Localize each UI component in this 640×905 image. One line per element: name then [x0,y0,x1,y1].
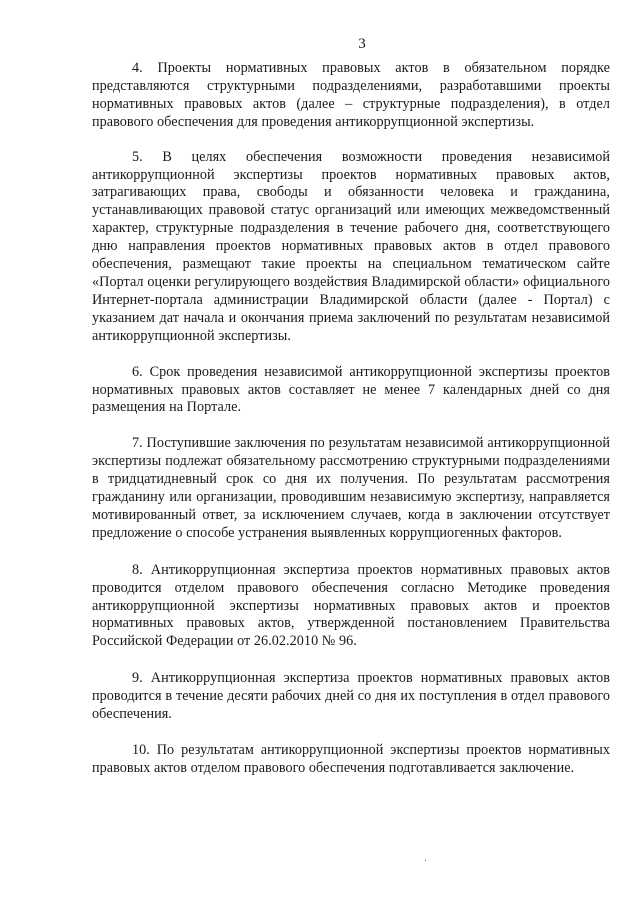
paragraph-4: 4. Проекты нормативных правовых актов в обязательном порядке представляются структурными подразделениями, разработавшими проекты нормативных правовых актов (далее – структурные подразделения), в отдел правового обеспечения для проведения антикоррупционной экспертизы. [92,60,610,130]
paragraph-8: 8. Антикоррупционная экспертиза проектов нормативных правовых актов проводится отделом правового обеспечения согласно Методике проведения антикоррупционной экспертизы нормативных правовых актов и проектов нормативных правовых актов, утвержденной постановлением Правительства Российской Федерации от 26.02.2010 № 96. [92,561,610,650]
document-body [92,60,610,795]
paragraph-5: 5. В целях обеспечения возможности проведения независимой антикоррупционной экспертизы проектов нормативных правовых актов, затрагивающих права, свободы и обязанности человека и гражданина, устанавливающих правовой статус организаций или имеющих межведомственный характер, структурные подразделения в течение рабочего дня, соответствующего дню направления проектов нормативных правовых актов в отдел правового обеспечения, размещают такие проекты на специальном тематическом сайте «Портал оценки регулирующего воздействия Владимирской области» официального Интернет-портала администрации Владимирской области (далее - Портал) с указанием дат начала и окончания приема заключений по результатам независимой антикоррупционной экспертизы. [92,148,610,344]
scan-speck [431,578,432,579]
paragraph-9: 9. Антикоррупционная экспертиза проектов нормативных правовых актов проводится в течение десяти рабочих дней со дня их поступления в отдел правового обеспечения. [92,670,610,723]
paragraph-7: 7. Поступившие заключения по результатам независимой антикоррупционной экспертизы подлежат обязательному рассмотрению структурными подразделениями в тридцатидневный срок со дня их получения. По результатам рассмотрения гражданину или организации, проводившим независимую экспертизу, направляется мотивированный ответ, за исключением случаев, когда в заключении отсутствует предложение о способе устранения выявленных коррупциогенных факторов. [92,435,610,541]
paragraph-6: 6. Срок проведения независимой антикоррупционной экспертизы проектов нормативных правовых актов составляет не менее 7 календарных дней со дня размещения на Портале. [92,363,610,416]
paragraph-10: 10. По результатам антикоррупционной экспертизы проектов нормативных правовых актов отделом правового обеспечения подготавливается заключение. [92,742,610,776]
page-number: 3 [358,36,366,52]
scan-speck [425,860,426,861]
